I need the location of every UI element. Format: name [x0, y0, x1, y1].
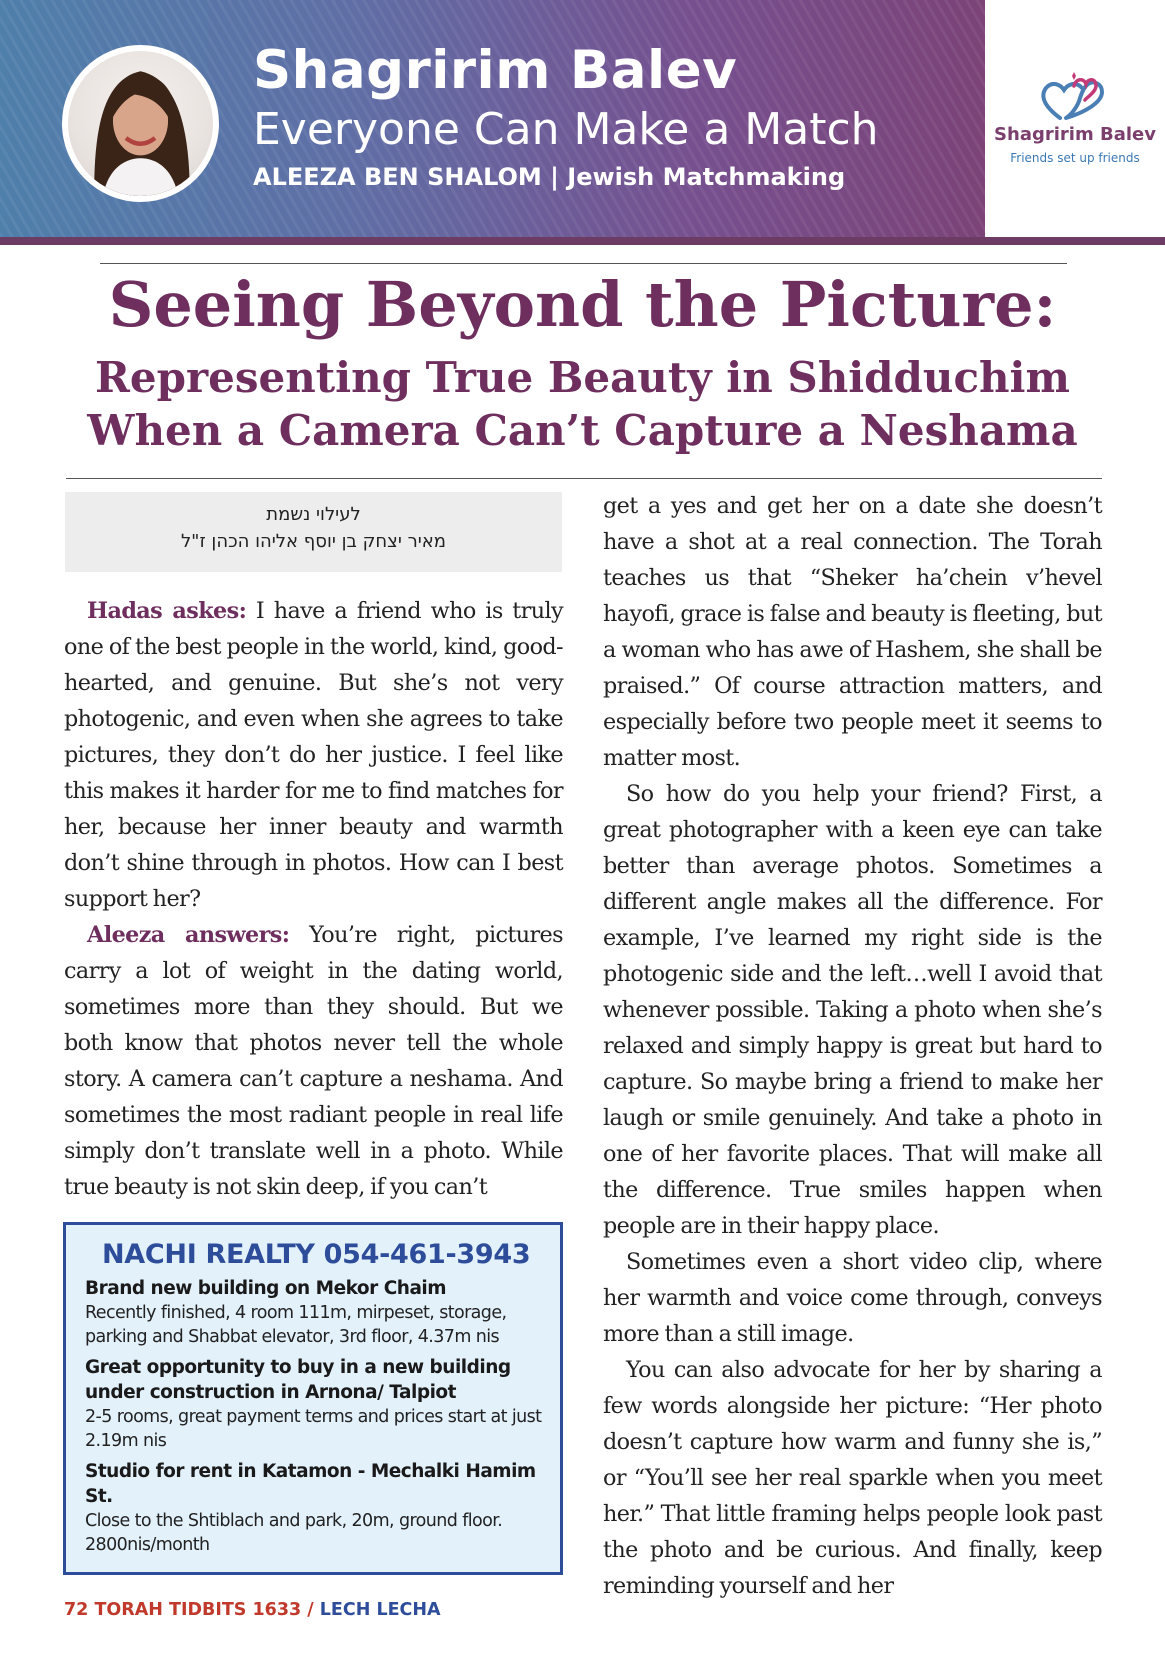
- interlocking-hearts-icon: [1036, 72, 1112, 122]
- column-topic: Jewish Matchmaking: [567, 163, 846, 191]
- headline-top-rule: [100, 263, 1067, 264]
- banner-divider: [0, 237, 1165, 245]
- author-name: ALEEZA BEN SHALOM: [253, 163, 542, 191]
- article-left-column: [64, 593, 563, 1205]
- byline-separator: |: [550, 163, 559, 191]
- column-byline: [253, 163, 845, 191]
- ad-listing-title: Great opportunity to buy in a new building under construction in Arnona/ Talpiot: [85, 1357, 511, 1403]
- ad-listing: [85, 1459, 542, 1557]
- ad-headline: NACHI REALTY 054-461-3943: [102, 1239, 531, 1270]
- ad-listing: [85, 1355, 542, 1453]
- answer-paragraph: [64, 917, 563, 1205]
- memorial-line-2: מאיר יצחק בן יוסף אליהו הכהן ז"ל: [180, 531, 447, 552]
- article-subheadline-line2: When a Camera Can’t Capture a Neshama: [87, 406, 1078, 455]
- question-text: I have a friend who is truly one of the best people in the world, kind, good-hearted, and genuine. But she’s not very photogenic, and even when she agrees to take pictures, they don’t do her justice. I feel like this makes it harder for me to find matches for her, because her inner beauty and warmth don’t shine through in photos. How can I best support her?: [64, 598, 563, 912]
- answer-text: You’re right, pictures carry a lot of weight in the dating world, sometimes more than they should. But we both know that photos never tell the whole story. A camera can’t capture a neshama. And sometimes the most radiant people in real life simply don’t translate well in a photo. While true beauty is not skin deep, if you can’t: [64, 922, 563, 1200]
- memorial-line-1: לעילוי נשמת: [266, 504, 361, 525]
- article-right-column: [603, 488, 1102, 1604]
- footer-parsha: LECH LECHA: [319, 1600, 441, 1620]
- answer-lead: Aleeza answers:: [87, 922, 290, 948]
- author-photo: [68, 51, 213, 196]
- ad-listing-description: 2-5 rooms, great payment terms and prices start at just 2.19m nis: [85, 1407, 542, 1451]
- memorial-dedication: [65, 492, 562, 572]
- page-footer: [64, 1600, 441, 1620]
- body-paragraph: So how do you help your friend? First, a great photographer with a keen eye can take better than average photos. Sometimes a different angle makes all the difference. For example, I’ve learned my right side is the photogenic side and the left…well I avoid that whenever possible. Taking a photo when she’s relaxed and simply happy is great but hard to capture. So maybe bring a friend to make her laugh or smile genuinely. And take a photo in one of her favorite places. That will make all the difference. True smiles happen when people are in their happy place.: [603, 781, 1102, 1239]
- ad-listing-title: Brand new building on Mekor Chaim: [85, 1278, 447, 1299]
- footer-page-issue: 72 TORAH TIDBITS 1633 /: [64, 1600, 314, 1620]
- ad-listing-description: Recently finished, 4 room 111m, mirpeset, storage, parking and Shabbat elevator, 3rd floor, 4.37m nis: [85, 1303, 507, 1347]
- logo-tagline: Friends set up friends: [1010, 151, 1140, 165]
- body-paragraph: get a yes and get her on a date she doesn’t have a shot at a real connection. The Torah teaches us that “Sheker ha’chein v’hevel hayofi, grace is false and beauty is fleeting, but a woman who has awe of Hashem, she shall be praised.” Of course attraction matters, and especially before two people meet it seems to matter most.: [603, 493, 1102, 771]
- article-subheadline-line1: Representing True Beauty in Shidduchim: [95, 353, 1070, 402]
- column-banner: [0, 0, 985, 237]
- ad-listing-title: Studio for rent in Katamon - Mechalki Hamim St.: [85, 1461, 536, 1507]
- author-portrait-icon: [68, 51, 213, 196]
- author-avatar: [62, 45, 219, 202]
- column-title: Shagririm Balev: [253, 40, 738, 101]
- logo-name: Shagririm Balev: [994, 124, 1156, 145]
- ad-listing: [85, 1276, 542, 1349]
- body-paragraph: You can also advocate for her by sharing a few words alongside her picture: “Her photo doesn’t capture how warm and funny she is,” or “You’ll see her real sparkle when you meet her.” That little framing helps people look past the photo and be curious. And finally, keep reminding yourself and her: [603, 1357, 1102, 1599]
- question-lead: Hadas askes:: [87, 598, 247, 624]
- body-paragraph: Sometimes even a short video clip, where her warmth and voice come through, conveys more than a still image.: [603, 1249, 1102, 1347]
- question-paragraph: [64, 593, 563, 917]
- column-subtitle: Everyone Can Make a Match: [253, 104, 879, 155]
- article-headline: Seeing Beyond the Picture:: [108, 268, 1057, 341]
- realty-advertisement: [63, 1222, 563, 1575]
- headline-bottom-rule: [66, 478, 1102, 479]
- ad-listing-description: Close to the Shtiblach and park, 20m, ground floor. 2800nis/month: [85, 1511, 503, 1555]
